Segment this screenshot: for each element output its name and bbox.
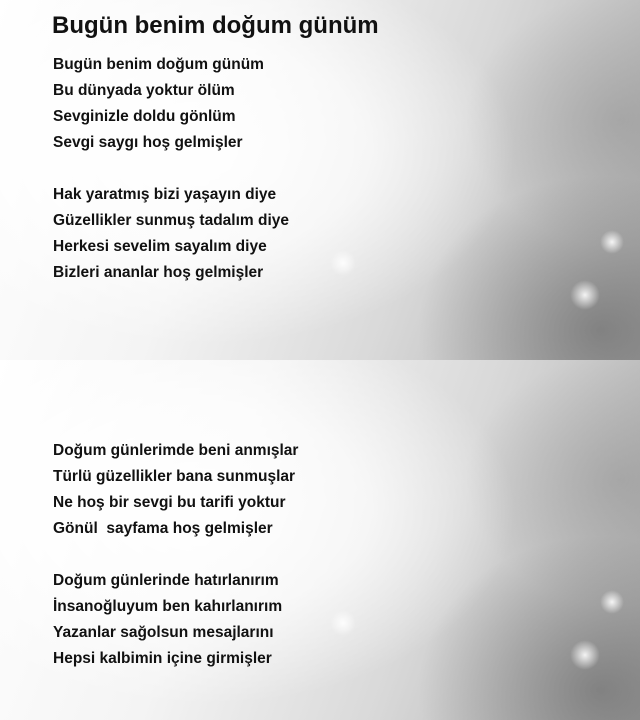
background-sparkle: [570, 640, 600, 670]
poem-line: Bugün benim doğum günüm: [53, 56, 264, 73]
stanza-4: [53, 568, 282, 672]
background-sparkle: [600, 590, 624, 614]
poem-line: Yazanlar sağolsun mesajlarını: [53, 624, 274, 641]
stanza-3: [53, 438, 298, 542]
stanza-2: [53, 182, 289, 286]
poem-line: Hepsi kalbimin içine girmişler: [53, 650, 272, 667]
poem-title: Bugün benim doğum günüm: [52, 12, 379, 39]
poem-line: İnsanoğluyum ben kahırlanırım: [53, 598, 283, 615]
poem-line: Herkesi sevelim sayalım diye: [53, 238, 267, 255]
stanza-1: [53, 52, 264, 156]
background-sparkle: [330, 250, 356, 276]
poem-line: Türlü güzellikler bana sunmuşlar: [53, 468, 296, 485]
poem-line: Bu dünyada yoktur ölüm: [53, 82, 235, 99]
poem-line: Gönül sayfama hoş gelmişler: [53, 520, 273, 537]
poem-line: Sevginizle doldu gönlüm: [53, 108, 236, 125]
poem-line: Doğum günlerinde hatırlanırım: [53, 572, 279, 589]
poem-line: Doğum günlerimde beni anmışlar: [53, 442, 299, 459]
poem-line: Ne hoş bir sevgi bu tarifi yoktur: [53, 494, 286, 511]
poem-line: Sevgi saygı hoş gelmişler: [53, 134, 243, 151]
poem-line: Bizleri ananlar hoş gelmişler: [53, 264, 264, 281]
background-sparkle: [330, 610, 356, 636]
background-sparkle: [600, 230, 624, 254]
background-sparkle: [570, 280, 600, 310]
poem-line: Güzellikler sunmuş tadalım diye: [53, 212, 290, 229]
poem-panel-bottom: [0, 360, 640, 720]
poem-line: Hak yaratmış bizi yaşayın diye: [53, 186, 277, 203]
